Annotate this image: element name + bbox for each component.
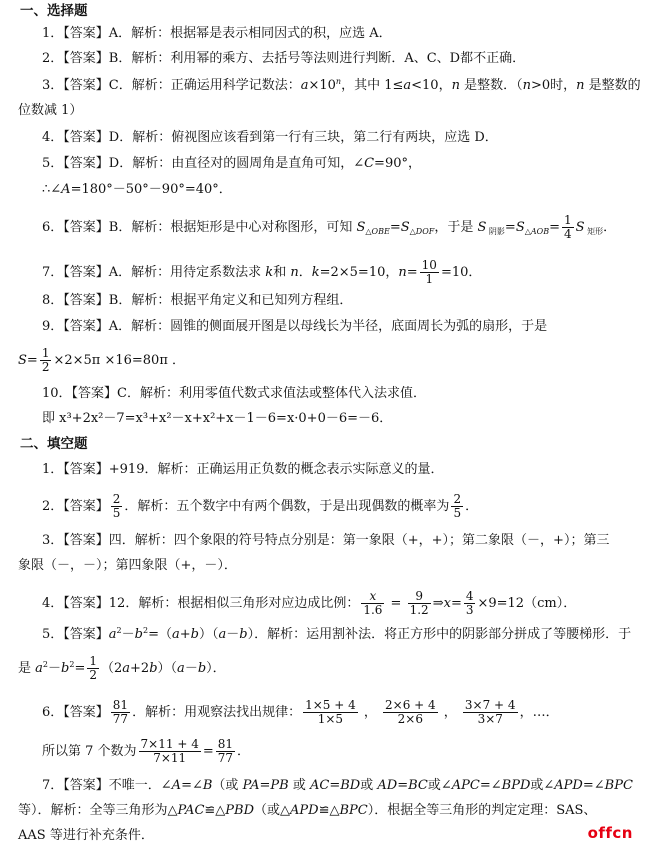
choice-q9: 9．【答案】A．解析：圆锥的侧面展开图是以母线长为半径，底面周长为弧的扇形，于是	[42, 319, 548, 334]
fill-q5-cont: 是 $a^2-b^2=$ $\frac{1}{2}$ （2a+2b）（a－b）．	[18, 654, 226, 682]
choice-q3-cont: 位数减 1）	[18, 103, 83, 118]
offcn-watermark-logo: offcn	[587, 824, 633, 842]
choice-q10: 10．【答案】C．解析：利用零值代数式求值法或整体代入法求值．	[42, 386, 426, 401]
choice-q8: 8．【答案】B．解析：根据平角定义和已知列方程组．	[42, 293, 353, 308]
fill-q3-cont: 象限（－，－）；第四象限（+，－）．	[18, 558, 237, 573]
section-title-fill: 二、填空题	[20, 436, 88, 452]
fill-q2: 2．【答案】 $\frac{2}{5}$ ．解析：五个数字中有两个偶数，于是出现偶数的概率为 $\frac{2}{5}$ ．	[42, 492, 479, 520]
fill-q6-cont: 所以第 7 个数为 $\frac{7\times 11 + 4}{7\times 11}$ = $\frac{81}{77}$ ．	[42, 737, 251, 765]
choice-q9-cont: S= $\frac{1}{2}$ ×2×5π ×16=80π ．	[18, 346, 186, 374]
section-title-choice: 一、选择题	[20, 3, 88, 19]
choice-q3: 3．【答案】C．解析：正确运用科学记数法：$a\times 10^n$，其中 1≤a<10，n 是整数．（n>0时，n 是整数的	[42, 77, 641, 93]
choice-q10-cont: 即 x³+2x²－7=x³+x²－x+x²+x－1－6=x·0+0－6=－6．	[42, 411, 393, 426]
fill-q7: 7．【答案】不唯一．∠A=∠B（或 PA=PB 或 AC=BD或 AD=BC或∠APC=∠BPD或∠APD=∠BPC	[42, 778, 633, 793]
choice-q6: 6．【答案】B．解析：根据矩形是中心对称图形，可知 $S_{\triangle OBE}=S_{\triangle DOF}$，于是 S $_{阴影}=S_{\triangle AOB}=$ $\frac{1}{4}$ S $_{矩形}$．	[42, 213, 617, 241]
choice-q2: 2．【答案】B．解析：利用幂的乘方、去括号等法则进行判断．A、C、D都不正确．	[42, 51, 526, 66]
fill-q7-cont: 等）．解析：全等三角形为△PAC≌△PBD（或△APD≌△BPC）．根据全等三角形的判定定理：SAS、	[18, 803, 597, 818]
choice-q5-cont: ∴∠A=180°－50°－90°=40°．	[42, 182, 232, 197]
fill-q7-cont2: AAS 等进行补充条件．	[18, 828, 154, 843]
choice-q5: 5．【答案】D．解析：由直径对的圆周角是直角可知，∠C=90°，	[42, 156, 421, 171]
fill-q6: 6．【答案】 $\frac{81}{77}$ ．解析：用观察法找出规律： $\frac{1\times 5 + 4}{1\times 5}$ ， $\frac{2\times 6 + 4}{2\times 6}$ ， $\frac{3\times 7 + 4}{3\times 7}$ ，…．	[42, 698, 559, 726]
choice-q1: 1．【答案】A．解析：根据幂是表示相同因式的积，应选 A．	[42, 26, 392, 41]
fill-q1: 1．【答案】+919．解析：正确运用正负数的概念表示实际意义的量．	[42, 462, 444, 477]
choice-q7: 7．【答案】A．解析：用待定系数法求 k和 n．k=2×5=10，n= $\frac{10}{1}$ =10．	[42, 258, 482, 286]
choice-q4: 4．【答案】D．解析：俯视图应该看到第一行有三块，第二行有两块，应选 D．	[42, 130, 498, 145]
fill-q3: 3．【答案】四．解析：四个象限的符号特点分别是：第一象限（+，+）；第二象限（－，+）；第三	[42, 533, 610, 548]
fill-q5: 5．【答案】$a^2-b^2=(a+b)(a-b)$．解析：运用割补法．将正方形中的阴影部分拼成了等腰梯形．于	[42, 626, 632, 642]
fill-q4: 4．【答案】12．解析：根据相似三角形对应边成比例： $\frac{x}{1.6}$ = $\frac{9}{1.2}$ ⇒x= $\frac{4}{3}$ ×9=12（cm）．	[42, 589, 577, 617]
